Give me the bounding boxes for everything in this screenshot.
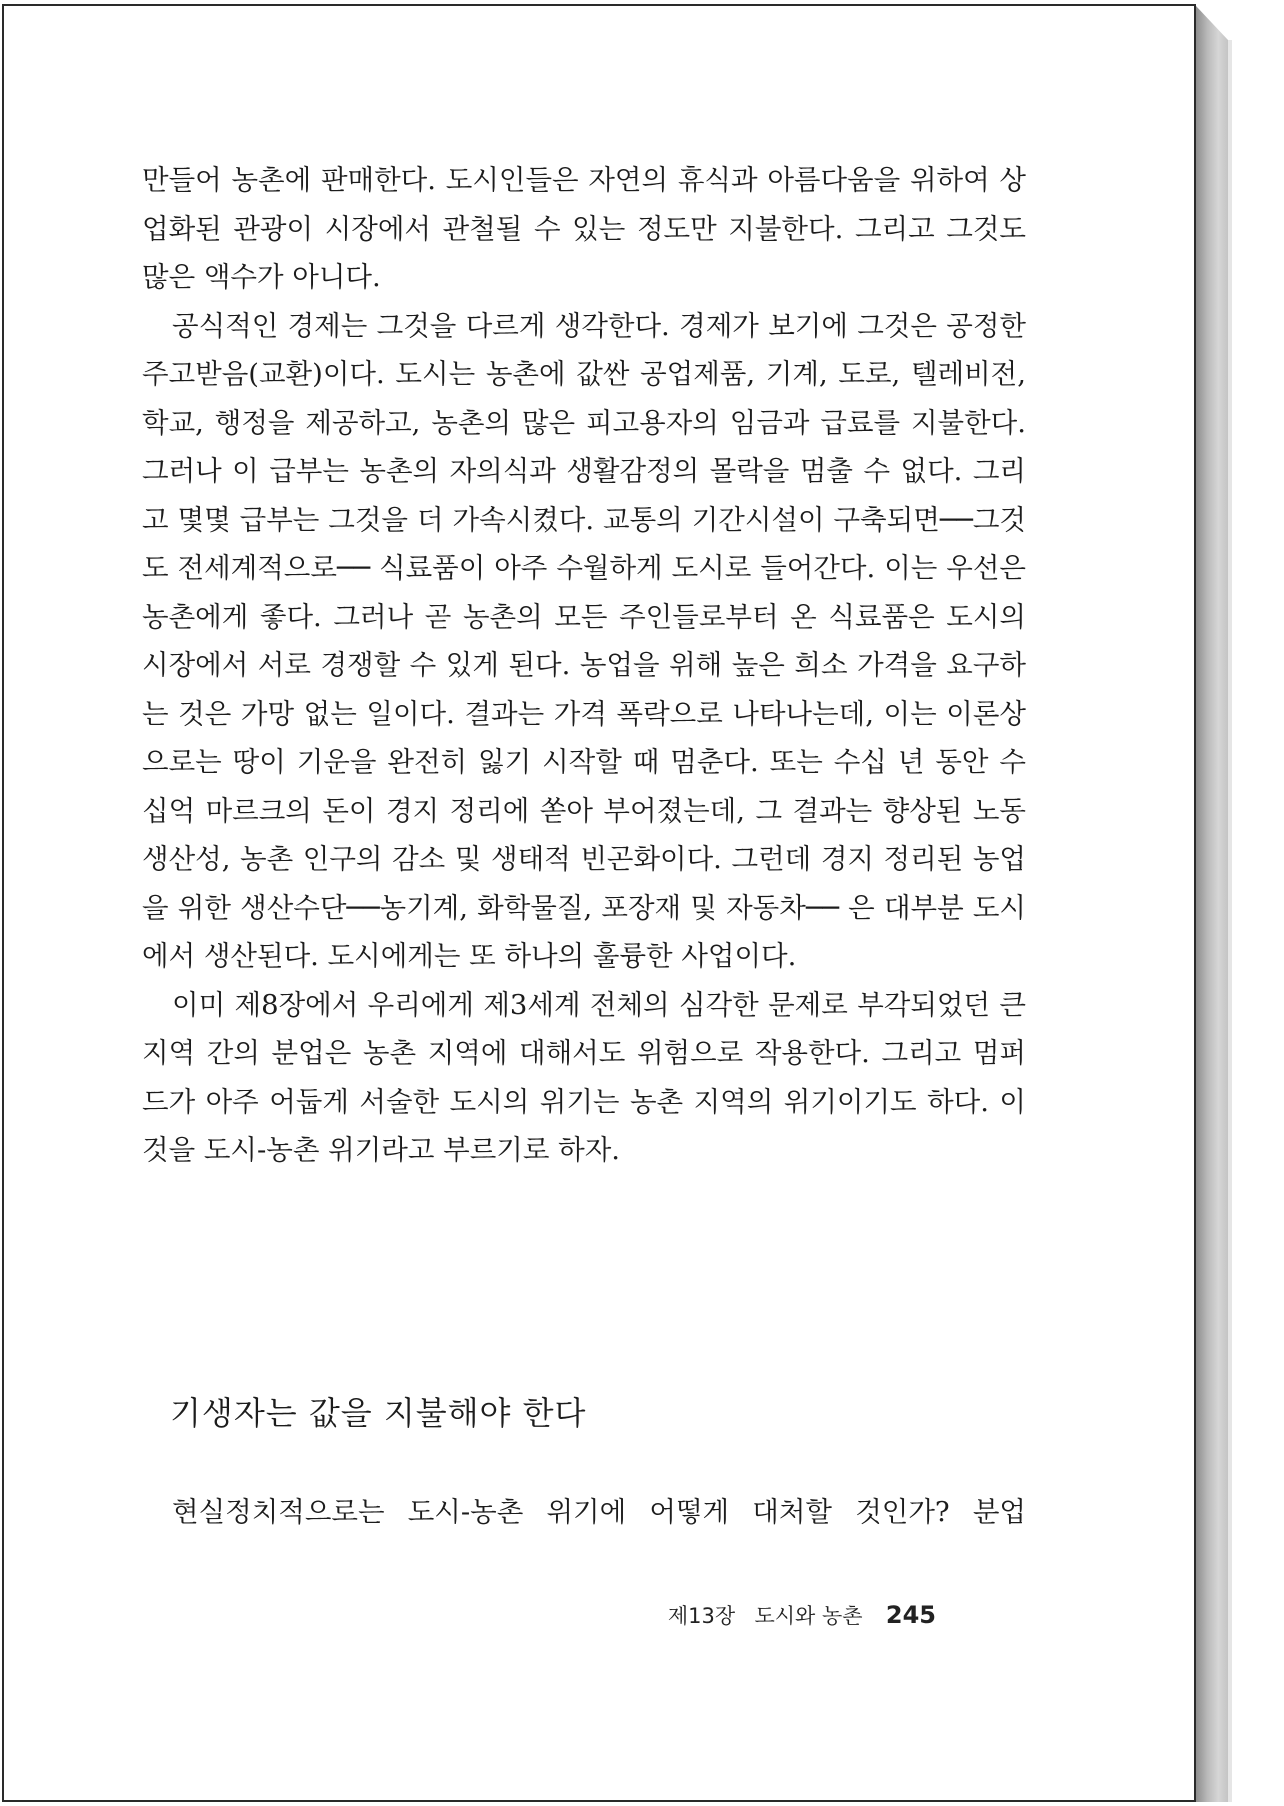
paragraph-1: 만들어 농촌에 판매한다. 도시인들은 자연의 휴식과 아름다움을 위하여 상업화된 관광이 시장에서 관철될 수 있는 정도만 지불한다. 그리고 그것도 많은 액수가 아니다. — [142, 164, 1026, 293]
paragraph-3: 이미 제8장에서 우리에게 제3세계 전체의 심각한 문제로 부각되었던 큰 지역 간의 분업은 농촌 지역에 대해서도 위험으로 작용한다. 그리고 멈퍼드가 아주 어둡게 서술한 도시의 위기는 농촌 지역의 위기이기도 하다. 이것을 도시-농촌 위기라고 부르기로 하자. — [142, 988, 1026, 1166]
section-heading: 기생자는 값을 지불해야 한다 — [170, 1394, 587, 1432]
book-spine — [1196, 6, 1228, 1802]
running-footer — [668, 1600, 936, 1630]
book-page — [2, 4, 1196, 1802]
paragraph-4: 현실정치적으로는 도시-농촌 위기에 어떻게 대처할 것인가? 분업 — [172, 1496, 1026, 1528]
footer-chapter: 제13장 — [667, 1604, 736, 1628]
body-text — [142, 156, 1026, 1175]
page-number: 245 — [885, 1601, 936, 1629]
paragraph-2: 공식적인 경제는 그것을 다르게 생각한다. 경제가 보기에 그것은 공정한 주고받음(교환)이다. 도시는 농촌에 값싼 공업제품, 기계, 도로, 텔레비전, 학교, 행정을 제공하고, 농촌의 많은 피고용자의 임금과 급료를 지불한다. 그러나 이 급부는 농촌의 자의식과 생활감정의 몰락을 멈출 수 없다. 그리고 몇몇 급부는 그것을 더 가속시켰다. 교통의 기간시설이 구축되면──그것도 전세계적으로── 식료품이 아주 수월하게 도시로 들어간다. 이는 우선은 농촌에게 좋다. 그러나 곧 농촌의 모든 주인들로부터 온 식료품은 도시의 시장에서 서로 경쟁할 수 있게 된다. 농업을 위해 높은 희소 가격을 요구하는 것은 가망 없는 일이다. 결과는 가격 폭락으로 나타나는데, 이는 이론상으로는 땅이 기운을 완전히 잃기 시작할 때 멈춘다. 또는 수십 년 동안 수십억 마르크의 돈이 경지 정리에 쏟아 부어졌는데, 그 결과는 향상된 노동생산성, 농촌 인구의 감소 및 생태적 빈곤화이다. 그런데 경지 정리된 농업을 위한 생산수단──농기계, 화학물질, 포장재 및 자동차── 은 대부분 도시에서 생산된다. 도시에게는 또 하나의 훌륭한 사업이다. — [142, 309, 1026, 972]
book-spine-edge — [1228, 40, 1232, 1802]
footer-chapter-title: 도시와 농촌 — [754, 1604, 863, 1628]
